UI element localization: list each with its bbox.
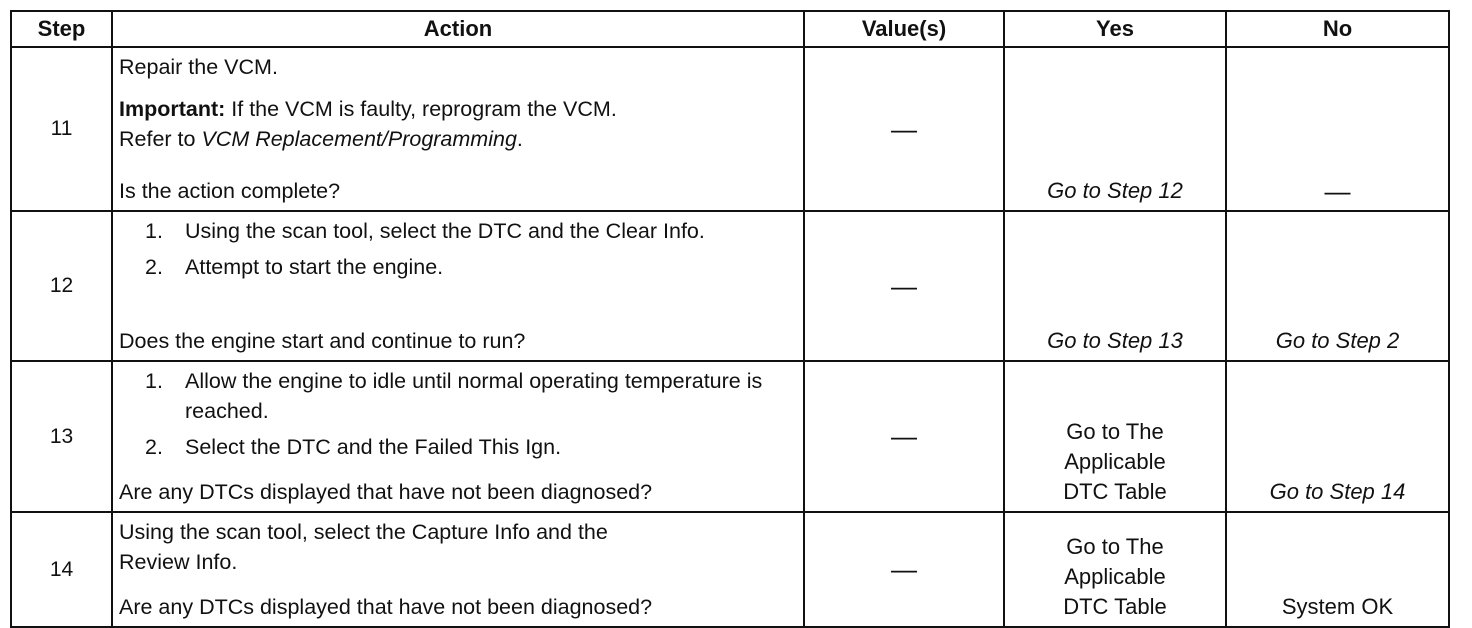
no-result: Go to Step 2 — [1275, 328, 1400, 353]
refer-suffix: . — [516, 127, 523, 151]
action-cell — [112, 361, 804, 512]
action-question: Are any DTCs displayed that have not been diagnosed? — [119, 595, 653, 619]
no-cell: — — [1226, 47, 1449, 211]
refer-prefix: Refer to — [119, 127, 202, 151]
yes-result-line: DTC Table — [1063, 479, 1167, 504]
diagnostic-table-container — [10, 10, 1450, 628]
list-number: 2. — [145, 255, 163, 279]
yes-result-line: DTC Table — [1063, 594, 1167, 619]
table-row — [11, 211, 1449, 361]
value-cell: — — [804, 512, 1004, 627]
list-text: Select the DTC and the Failed This Ign. — [185, 435, 562, 459]
no-cell — [1226, 512, 1449, 627]
value-cell: — — [804, 361, 1004, 512]
yes-cell — [1004, 47, 1226, 211]
table-row — [11, 361, 1449, 512]
table-row — [11, 47, 1449, 211]
value-cell: — — [804, 47, 1004, 211]
table-row — [11, 512, 1449, 627]
no-cell — [1226, 211, 1449, 361]
list-number: 1. — [145, 369, 163, 393]
action-text: Review Info. — [119, 550, 238, 574]
yes-cell — [1004, 361, 1226, 512]
no-result: System OK — [1281, 594, 1394, 619]
action-cell — [112, 47, 804, 211]
no-result: Go to Step 14 — [1269, 479, 1406, 504]
list-text: Using the scan tool, select the DTC and the Clear Info. — [185, 219, 705, 243]
yes-result-line: Applicable — [1064, 564, 1166, 589]
no-cell — [1226, 361, 1449, 512]
list-number: 1. — [145, 219, 163, 243]
action-cell — [112, 211, 804, 361]
header-values: Value(s) — [804, 11, 1004, 47]
yes-result-line: Go to The — [1066, 534, 1164, 559]
step-number: 12 — [11, 211, 112, 361]
action-text: Repair the VCM. — [119, 55, 278, 79]
yes-result-line: Applicable — [1064, 449, 1166, 474]
refer-line — [119, 124, 797, 154]
important-label: Important: — [119, 97, 226, 121]
diagnostic-steps-table — [10, 10, 1450, 628]
yes-cell — [1004, 512, 1226, 627]
list-item — [119, 366, 797, 426]
action-question: Are any DTCs displayed that have not been diagnosed? — [119, 480, 653, 504]
important-note — [119, 94, 797, 124]
step-number: 13 — [11, 361, 112, 512]
action-question: Does the engine start and continue to run? — [119, 329, 526, 353]
yes-result-line: Go to The — [1066, 419, 1164, 444]
yes-cell — [1004, 211, 1226, 361]
step-number: 14 — [11, 512, 112, 627]
refer-link: VCM Replacement/Programming — [201, 127, 517, 151]
list-item — [119, 252, 797, 282]
list-text: Allow the engine to idle until normal operating temperature is reached. — [185, 369, 763, 423]
value-cell: — — [804, 211, 1004, 361]
header-step: Step — [11, 11, 112, 47]
list-item — [119, 216, 797, 246]
list-item — [119, 432, 797, 462]
important-text: If the VCM is faulty, reprogram the VCM. — [225, 97, 617, 121]
action-question: Is the action complete? — [119, 179, 341, 203]
action-text: Using the scan tool, select the Capture Info and the — [119, 520, 608, 544]
step-number: 11 — [11, 47, 112, 211]
header-no: No — [1226, 11, 1449, 47]
list-text: Attempt to start the engine. — [185, 255, 444, 279]
header-action: Action — [112, 11, 804, 47]
header-row — [11, 11, 1449, 47]
action-cell — [112, 512, 804, 627]
yes-result: Go to Step 13 — [1047, 328, 1183, 353]
header-yes: Yes — [1004, 11, 1226, 47]
yes-result: Go to Step 12 — [1047, 178, 1183, 203]
list-number: 2. — [145, 435, 163, 459]
